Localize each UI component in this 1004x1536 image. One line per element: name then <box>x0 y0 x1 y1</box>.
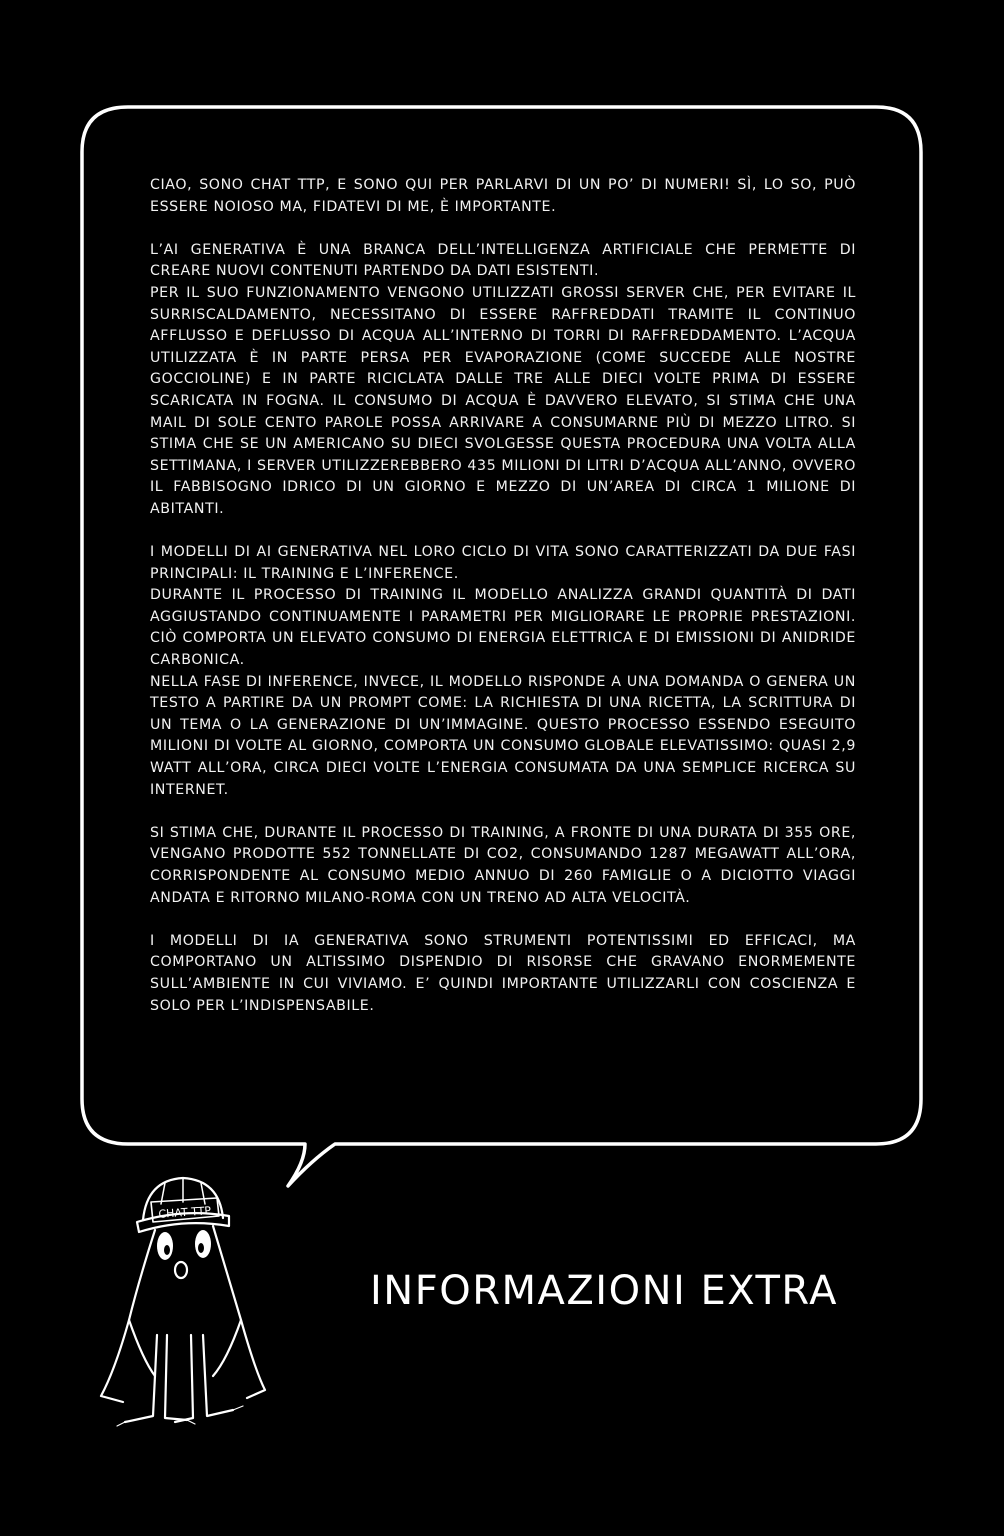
bubble-text <box>150 175 856 1017</box>
mouth-icon <box>175 1262 187 1278</box>
chat-ttp-mascot <box>95 1170 275 1430</box>
helmet-label: CHAT TTP <box>158 1204 212 1221</box>
paragraph-ai-definition: L’AI GENERATIVA È UNA BRANCA DELL’INTELLIGENZA ARTIFICIALE CHE PERMETTE DI CREARE NUOVI CONTENUTI PARTENDO DA DATI ESISTENTI. <box>150 241 856 280</box>
paragraph-conclusion: I MODELLI DI IA GENERATIVA SONO STRUMENTI POTENTISSIMI ED EFFICACI, MA COMPORTANO UN ALTISSIMO DISPENDIO DI RISORSE CHE GRAVANO ENORMEMENTE SULL’AMBIENTE IN CUI VIVIAMO. E’ QUINDI IMPORTANTE UTILIZZARLI CON COSCIENZA E SOLO PER L’INDISPENSABILE. <box>150 932 856 1014</box>
paragraph-training: DURANTE IL PROCESSO DI TRAINING IL MODELLO ANALIZZA GRANDI QUANTITÀ DI DATI AGGIUSTANDO CONTINUAMENTE I PARAMETRI PER MIGLIORARE LE PROPRIE PRESTAZIONI. CIÒ COMPORTA UN ELEVATO CONSUMO DI ENERGIA ELETTRICA E DI EMISSIONI DI ANIDRIDE CARBONICA. <box>150 587 856 669</box>
paragraph-lifecycle: I MODELLI DI AI GENERATIVA NEL LORO CICLO DI VITA SONO CARATTERIZZATI DA DUE FASI PRINCIPALI: IL TRAINING E L’INFERENCE. <box>150 544 856 582</box>
paragraph-intro: CIAO, SONO CHAT TTP, E SONO QUI PER PARLARVI DI UN PO’ DI NUMERI! SÌ, LO SO, PUÒ ESSERE NOIOSO MA, FIDATEVI DI ME, È IMPORTANTE. <box>150 177 856 215</box>
page-title: INFORMAZIONI EXTRA <box>370 1268 838 1314</box>
right-eye-icon <box>195 1230 211 1258</box>
paragraph-water-usage: PER IL SUO FUNZIONAMENTO VENGONO UTILIZZATI GROSSI SERVER CHE, PER EVITARE IL SURRISCALDAMENTO, NECESSITANO DI ESSERE RAFFREDDATI TRAMITE IL CONTINUO AFFLUSSO E DEFLUSSO DI ACQUA ALL’INTERNO DI TORRI DI RAFFREDDAMENTO. L’ACQUA UTILIZZATA È IN PARTE PERSA PER EVAPORAZIONE (COME SUCCEDE ALLE NOSTRE GOCCIOLINE) E IN PARTE RICICLATA DALLE TRE ALLE DIECI VOLTE PRIMA DI ESSERE SCARICATA IN FOGNA. IL CONSUMO DI ACQUA È DAVVERO ELEVATO, SI STIMA CHE UNA MAIL DI SOLE CENTO PAROLE POSSA ARRIVARE A CONSUMARNE PIÙ DI MEZZO LITRO. SI STIMA CHE SE UN AMERICANO SU DIECI SVOLGESSE QUESTA PROCEDURA UNA VOLTA ALLA SETTIMANA, I SERVER UTILIZZEREBBERO 435 MILIONI DI LITRI D’ACQUA ALL’ANNO, OVVERO IL FABBISOGNO IDRICO DI UN GIORNO E MEZZO DI UN’AREA DI CIRCA 1 MILIONE DI ABITANTI. <box>150 284 856 517</box>
left-eye-icon <box>157 1232 173 1260</box>
paragraph-training-emissions: SI STIMA CHE, DURANTE IL PROCESSO DI TRAINING, A FRONTE DI UNA DURATA DI 355 ORE, VENGANO PRODOTTE 552 TONNELLATE DI CO2, CONSUMANDO 1287 MEGAWATT ALL’ORA, CORRISPONDENTE AL CONSUMO MEDIO ANNUO DI 260 FAMIGLIE O A DICIOTTO VIAGGI ANDATA E RITORNO MILANO-ROMA CON UN TRENO AD ALTA VELOCITÀ. <box>150 824 856 906</box>
paragraph-inference: NELLA FASE DI INFERENCE, INVECE, IL MODELLO RISPONDE A UNA DOMANDA O GENERA UN TESTO A PARTIRE DA UN PROMPT COME: LA RICHIESTA DI UNA RICETTA, LA SCRITTURA DI UN TEMA O LA GENERAZIONE DI UN’IMMAGINE. QUESTO PROCESSO ESSENDO ESEGUITO MILIONI DI VOLTE AL GIORNO, COMPORTA UN CONSUMO GLOBALE ELEVATISSIMO: QUASI 2,9 WATT ALL’ORA, CIRCA DIECI VOLTE L’ENERGIA CONSUMATA DA UNA SEMPLICE RICERCA SU INTERNET. <box>150 673 856 798</box>
